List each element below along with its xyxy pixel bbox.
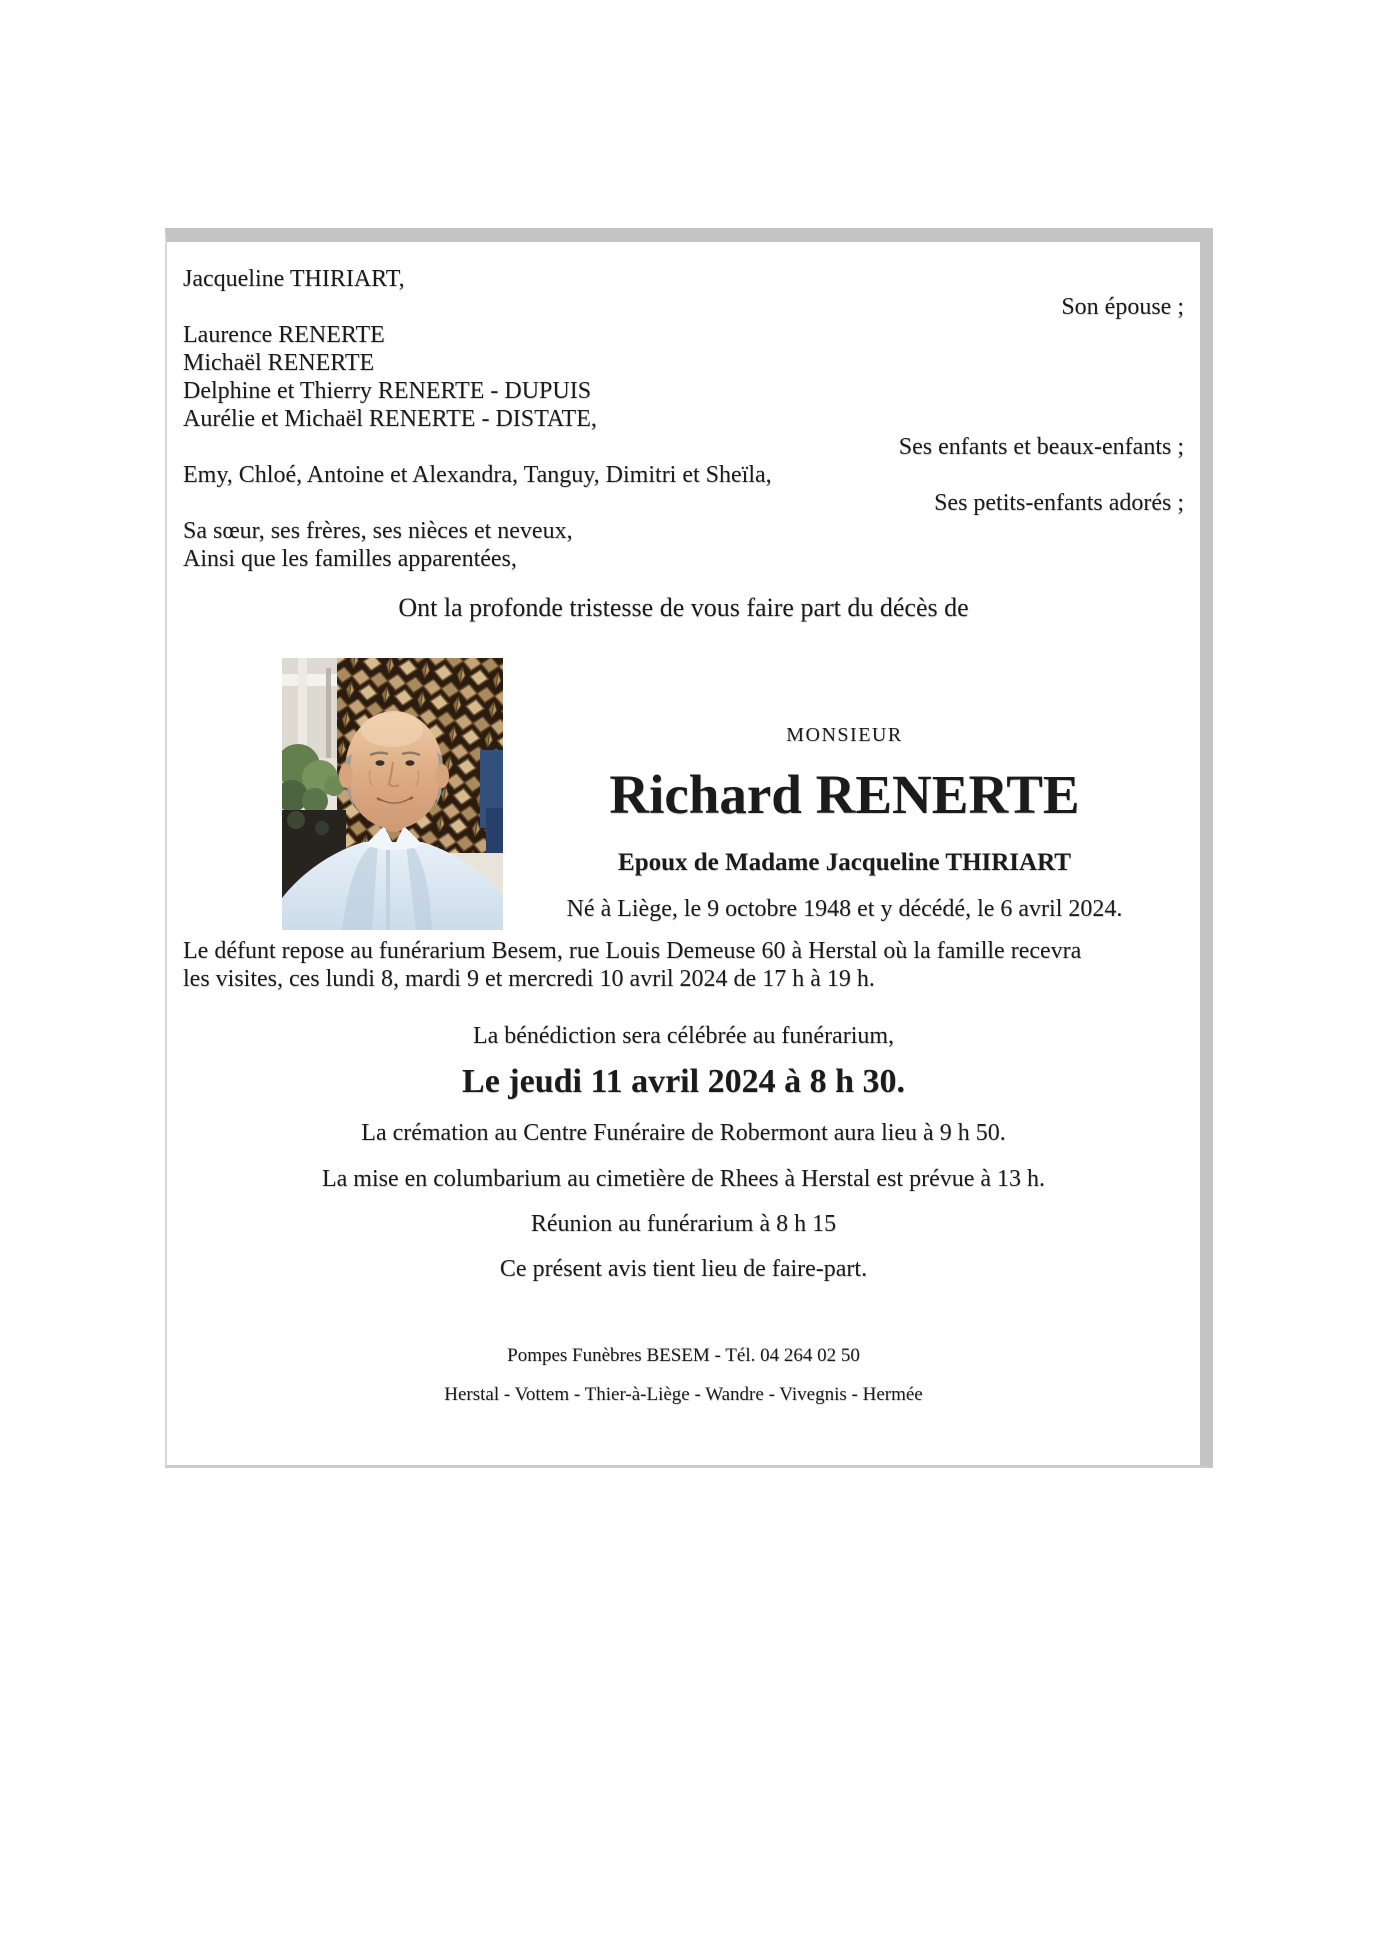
ceremony-date-line: Le jeudi 11 avril 2024 à 8 h 30. — [462, 1063, 905, 1100]
visitation-line-1: Le défunt repose au funérarium Besem, rue Louis Demeuse 60 à Herstal où la famille recevra — [183, 938, 1082, 964]
locations-line: Herstal - Vottem - Thier-à-Liège - Wandre - Vivegnis - Hermée — [444, 1384, 923, 1405]
visitation-paragraph — [183, 937, 1184, 993]
family-line-child-1: Laurence RENERTE — [183, 322, 385, 348]
attribution-grandchildren: Ses petits-enfants adorés ; — [934, 490, 1184, 516]
deceased-name: Richard RENERTE — [609, 764, 1080, 825]
family-line-child-3: Delphine et Thierry RENERTE - DUPUIS — [183, 378, 592, 404]
family-line-wife: Jacqueline THIRIART, — [183, 266, 405, 292]
notice-page — [165, 228, 1213, 1468]
deceased-title: MONSIEUR — [786, 724, 903, 746]
announcement-line: Ont la profonde tristesse de vous faire part du décès de — [398, 593, 969, 622]
attribution-spouse: Son épouse ; — [1061, 294, 1184, 320]
visitation-line-2: les visites, ces lundi 8, mardi 9 et mercredi 10 avril 2024 de 17 h à 19 h. — [183, 966, 875, 992]
reunion-line: Réunion au funérarium à 8 h 15 — [530, 1211, 837, 1237]
columbarium-line: La mise en columbarium au cimetière de Rhees à Herstal est prévue à 13 h. — [321, 1166, 1046, 1192]
attribution-children: Ses enfants et beaux-enfants ; — [898, 434, 1184, 460]
notice-content — [167, 242, 1200, 1465]
family-line-child-4: Aurélie et Michaël RENERTE - DISTATE, — [183, 406, 597, 432]
funeral-home-line: Pompes Funèbres BESEM - Tél. 04 264 02 50 — [507, 1345, 860, 1366]
deceased-life-dates: Né à Liège, le 9 octobre 1948 et y décédé, le 6 avril 2024. — [566, 896, 1123, 922]
faire-part-line: Ce présent avis tient lieu de faire-part. — [499, 1256, 868, 1282]
family-line-related: Ainsi que les familles apparentées, — [183, 546, 517, 572]
portrait-photo — [282, 658, 503, 930]
benediction-line: La bénédiction sera célébrée au funérarium, — [472, 1023, 895, 1049]
deceased-relation: Epoux de Madame Jacqueline THIRIART — [618, 849, 1071, 876]
family-line-siblings: Sa sœur, ses frères, ses nièces et neveux, — [183, 518, 573, 544]
family-line-child-2: Michaël RENERTE — [183, 350, 375, 376]
cremation-line: La crémation au Centre Funéraire de Robermont aura lieu à 9 h 50. — [361, 1120, 1006, 1146]
family-line-grandchildren: Emy, Chloé, Antoine et Alexandra, Tanguy, Dimitri et Sheïla, — [183, 462, 772, 488]
